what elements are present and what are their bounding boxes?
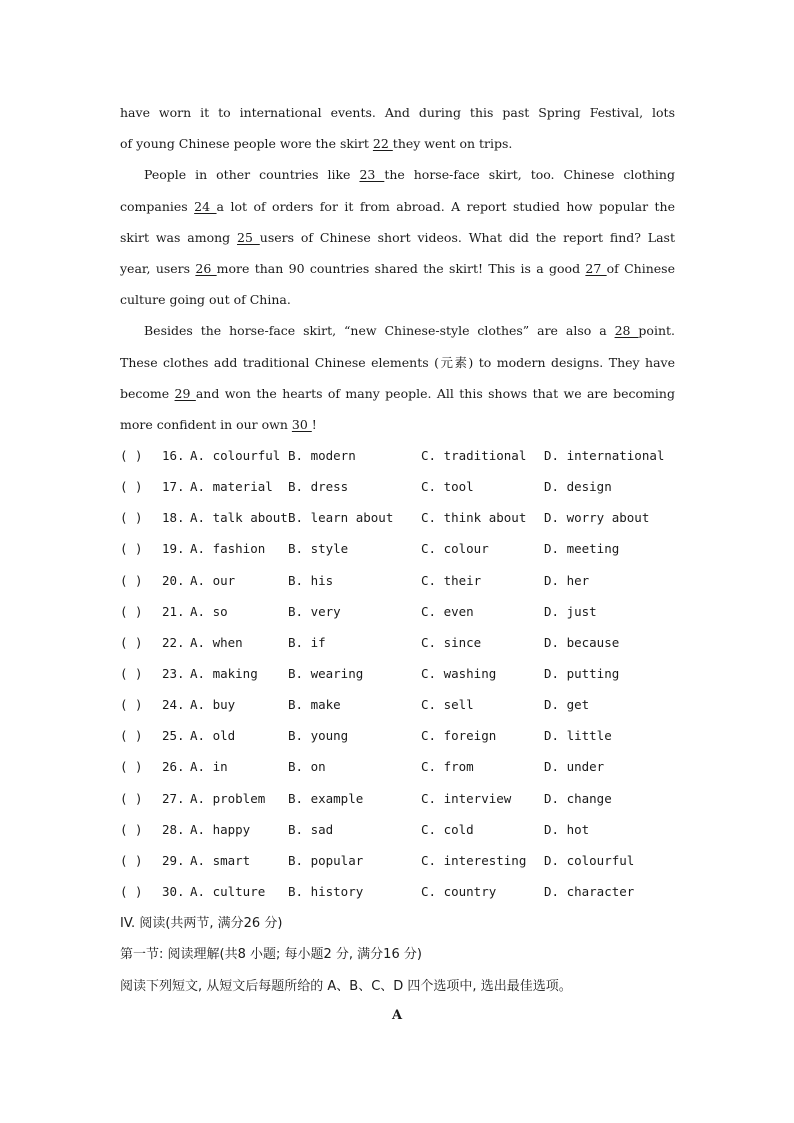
option-b: B. make — [288, 697, 341, 713]
question-number: 22. — [162, 634, 185, 650]
question-row — [120, 630, 680, 661]
blank-number: 27 — [585, 260, 607, 276]
question-number: 21. — [162, 603, 185, 619]
answer-bracket: ( ) — [120, 821, 143, 837]
answer-bracket: ( ) — [120, 510, 143, 526]
option-a: A. happy — [190, 821, 251, 837]
option-c: C. think about — [421, 510, 527, 526]
question-number: 27. — [162, 790, 185, 806]
option-d: D. international — [544, 448, 665, 463]
option-c: C. even — [421, 603, 474, 619]
question-number: 19. — [162, 541, 185, 557]
passage-line — [120, 256, 675, 287]
question-number: 25. — [162, 728, 185, 744]
question-number: 28. — [162, 821, 185, 837]
option-c: C. washing — [421, 665, 497, 681]
option-b: B. modern — [288, 448, 356, 463]
passage-line — [120, 318, 675, 349]
answer-bracket: ( ) — [120, 759, 143, 775]
passage-fragment: ! — [311, 416, 317, 432]
answer-bracket: ( ) — [120, 603, 143, 619]
answer-bracket: ( ) — [120, 697, 143, 713]
option-c: C. foreign — [421, 728, 497, 744]
option-a: A. so — [190, 603, 228, 619]
answer-bracket: ( ) — [120, 790, 143, 806]
option-c: C. cold — [421, 821, 474, 837]
question-row — [120, 661, 680, 692]
question-row — [120, 599, 680, 630]
option-b: B. sad — [288, 821, 334, 837]
option-a: A. culture — [190, 883, 266, 899]
passage-fragment: they went on trips. — [392, 136, 513, 152]
option-a: A. talk about — [190, 510, 288, 526]
option-d: D. character — [544, 883, 635, 899]
passage-fragment: These clothes add traditional Chinese elements (元素) to modern designs. They have — [120, 354, 675, 370]
option-c: C. from — [421, 759, 474, 775]
passage-text — [120, 100, 675, 443]
answer-bracket: ( ) — [120, 883, 143, 899]
question-number: 24. — [162, 697, 185, 713]
question-row — [120, 723, 680, 754]
passage-fragment: People in other countries like — [144, 167, 360, 183]
option-c: C. since — [421, 634, 482, 650]
answer-bracket: ( ) — [120, 448, 143, 463]
option-c: C. interview — [421, 790, 512, 806]
passage-line — [120, 412, 675, 443]
passage-line — [120, 381, 675, 412]
option-d: D. worry about — [544, 510, 650, 526]
option-d: D. hot — [544, 821, 590, 837]
option-a: A. when — [190, 634, 243, 650]
question-row — [120, 474, 680, 505]
question-number: 29. — [162, 852, 185, 868]
passage-line — [120, 225, 675, 256]
question-row — [120, 443, 680, 474]
question-number: 18. — [162, 510, 185, 526]
option-c: C. interesting — [421, 852, 527, 868]
option-d: D. little — [544, 728, 612, 744]
question-number: 17. — [162, 479, 185, 495]
passage-fragment: of young Chinese people wore the skirt — [120, 136, 373, 152]
option-d: D. colourful — [544, 852, 635, 868]
blank-number: 25 — [237, 229, 260, 245]
blank-number: 29 — [174, 385, 196, 401]
passage-fragment: become — [120, 385, 175, 401]
option-a: A. fashion — [190, 541, 266, 557]
option-d: D. change — [544, 790, 612, 806]
option-b: B. if — [288, 634, 326, 650]
answer-bracket: ( ) — [120, 665, 143, 681]
passage-fragment: companies — [120, 198, 195, 214]
option-d: D. because — [544, 634, 620, 650]
passage-fragment: a lot of orders for it from abroad. A report studied how popular the — [216, 198, 675, 214]
option-a: A. our — [190, 572, 236, 588]
passage-fragment: skirt was among — [120, 229, 238, 245]
passage-fragment: users of Chinese short videos. What did the report find? Last — [259, 229, 675, 245]
answer-bracket: ( ) — [120, 572, 143, 588]
option-a: A. problem — [190, 790, 266, 806]
blank-number: 30 — [291, 416, 312, 432]
option-d: D. just — [544, 603, 597, 619]
passage-fragment: of Chinese — [606, 260, 675, 276]
question-number: 16. — [162, 448, 185, 463]
passage-fragment: more than 90 countries shared the skirt! This is a good — [216, 260, 586, 276]
option-a: A. colourful — [190, 448, 281, 463]
passage-fragment: the horse-face skirt, too. Chinese clothing — [384, 167, 675, 183]
question-row — [120, 568, 680, 599]
option-b: B. very — [288, 603, 341, 619]
question-row — [120, 879, 680, 910]
subsection-heading: 第一节: 阅读理解(共8 小题; 每小题2 分, 满分16 分) — [120, 947, 422, 962]
option-a: A. material — [190, 479, 273, 495]
question-row — [120, 754, 680, 785]
option-b: B. on — [288, 759, 326, 775]
question-row — [120, 692, 680, 723]
passage-line — [120, 287, 675, 318]
blank-number: 23 — [359, 167, 385, 183]
option-c: C. country — [421, 883, 497, 899]
passage-line — [120, 131, 675, 162]
passage-line — [120, 162, 675, 193]
question-number: 26. — [162, 759, 185, 775]
passage-line — [120, 194, 675, 225]
option-b: B. style — [288, 541, 349, 557]
option-d: D. under — [544, 759, 605, 775]
option-c: C. traditional — [421, 448, 527, 463]
passage-fragment: point. — [638, 323, 675, 339]
option-b: B. young — [288, 728, 349, 744]
passage-fragment: and won the hearts of many people. All this shows that we are becoming — [195, 385, 675, 401]
passage-letter: A — [391, 1008, 403, 1023]
passage-fragment: culture going out of China. — [120, 292, 291, 308]
instruction-text: 阅读下列短文, 从短文后每题所给的 A、B、C、D 四个选项中, 选出最佳选项。 — [120, 979, 572, 994]
passage-fragment: more confident in our own — [120, 416, 292, 432]
option-a: A. in — [190, 759, 228, 775]
answer-bracket: ( ) — [120, 728, 143, 744]
passage-fragment: year, users — [120, 260, 196, 276]
option-b: B. history — [288, 883, 364, 899]
option-d: D. design — [544, 479, 612, 495]
question-row — [120, 817, 680, 848]
option-c: C. their — [421, 572, 482, 588]
option-b: B. popular — [288, 852, 364, 868]
passage-fragment: Besides the horse-face skirt, “new Chinese-style clothes” are also a — [144, 323, 615, 339]
option-c: C. tool — [421, 479, 474, 495]
option-d: D. putting — [544, 665, 620, 681]
answer-bracket: ( ) — [120, 852, 143, 868]
answer-bracket: ( ) — [120, 479, 143, 495]
option-b: B. learn about — [288, 510, 394, 526]
blank-number: 28 — [614, 323, 639, 339]
passage-fragment: have worn it to international events. And during this past Spring Festival, lots — [120, 105, 675, 120]
answer-bracket: ( ) — [120, 634, 143, 650]
option-c: C. sell — [421, 697, 474, 713]
blank-number: 26 — [195, 260, 217, 276]
section-heading: IV. 阅读(共两节, 满分26 分) — [120, 916, 283, 931]
option-c: C. colour — [421, 541, 489, 557]
option-d: D. her — [544, 572, 590, 588]
option-a: A. smart — [190, 852, 251, 868]
question-row — [120, 536, 680, 567]
answer-bracket: ( ) — [120, 541, 143, 557]
blank-number: 24 — [194, 198, 217, 214]
option-d: D. meeting — [544, 541, 620, 557]
option-b: B. dress — [288, 479, 349, 495]
option-b: B. his — [288, 572, 334, 588]
question-row — [120, 848, 680, 879]
question-row — [120, 505, 680, 536]
option-a: A. making — [190, 665, 258, 681]
question-number: 30. — [162, 883, 185, 899]
blank-number: 22 — [372, 136, 393, 152]
question-list — [120, 443, 680, 910]
option-b: B. example — [288, 790, 364, 806]
passage-line — [120, 100, 675, 131]
passage-line — [120, 350, 675, 381]
question-number: 20. — [162, 572, 185, 588]
option-a: A. buy — [190, 697, 236, 713]
option-d: D. get — [544, 697, 590, 713]
question-number: 23. — [162, 665, 185, 681]
option-a: A. old — [190, 728, 236, 744]
question-row — [120, 786, 680, 817]
option-b: B. wearing — [288, 665, 364, 681]
